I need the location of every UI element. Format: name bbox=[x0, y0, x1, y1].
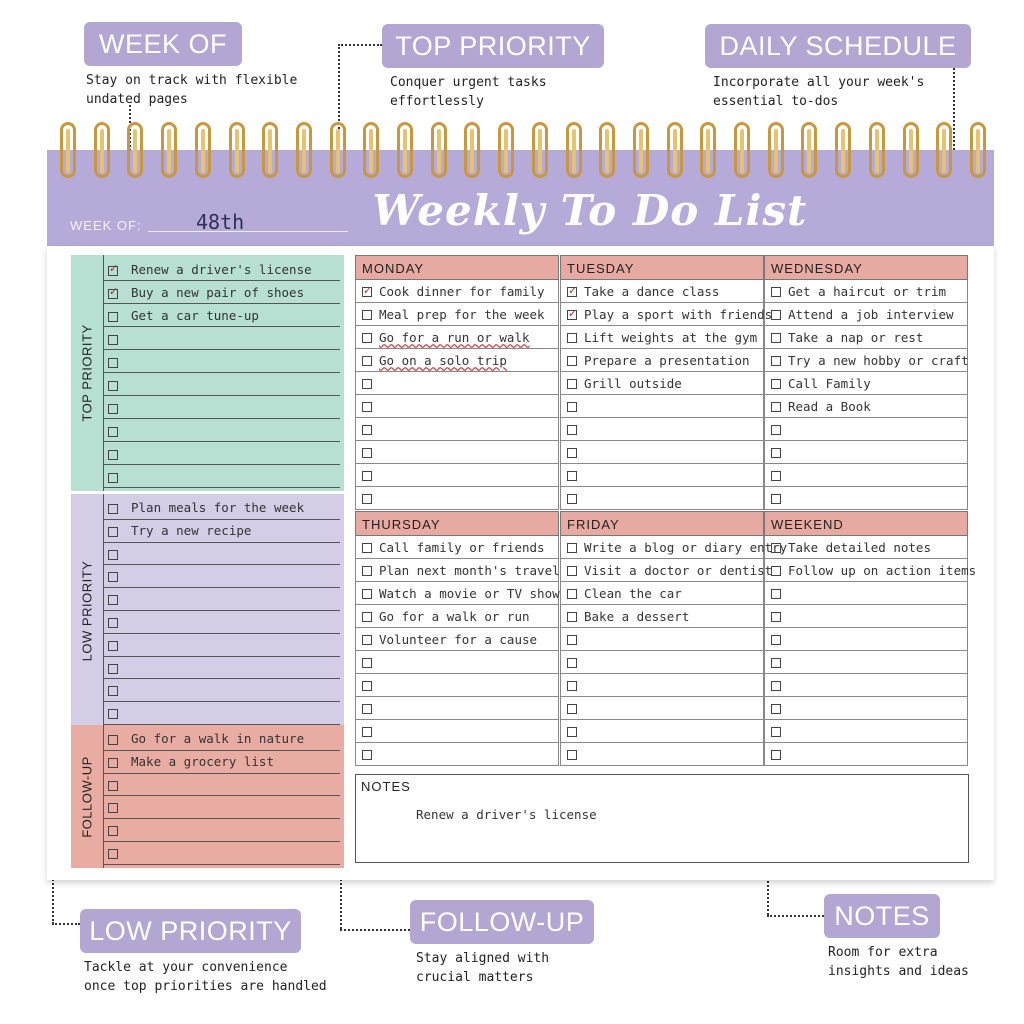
task-text[interactable]: Bake a dessert bbox=[584, 609, 690, 624]
task-row[interactable] bbox=[764, 674, 968, 697]
task-checkbox[interactable] bbox=[362, 589, 372, 599]
task-checkbox[interactable] bbox=[362, 494, 372, 504]
task-row[interactable] bbox=[104, 634, 340, 657]
task-row[interactable] bbox=[104, 679, 340, 702]
week-of-caption: Stay on track with flexible undated pages bbox=[86, 73, 298, 107]
spiral-ring bbox=[363, 122, 379, 178]
notes-caption: Room for extra insights and ideas bbox=[828, 945, 969, 979]
daily-schedule-caption: Incorporate all your week's essential to-dos bbox=[713, 75, 925, 109]
task-row[interactable] bbox=[355, 582, 559, 605]
spiral-ring bbox=[835, 122, 851, 178]
task-checkbox[interactable] bbox=[771, 543, 781, 553]
task-checkbox[interactable] bbox=[771, 727, 781, 737]
task-checkbox[interactable] bbox=[108, 849, 118, 859]
task-checkbox[interactable] bbox=[567, 379, 577, 389]
task-row[interactable] bbox=[104, 657, 340, 680]
task-text[interactable]: Watch a movie or TV show bbox=[379, 586, 560, 601]
task-checkbox[interactable] bbox=[108, 527, 118, 537]
task-checkbox[interactable] bbox=[567, 704, 577, 714]
task-text[interactable]: Renew a driver's license bbox=[131, 262, 312, 277]
task-text[interactable]: Plan next month's travel bbox=[379, 563, 560, 578]
task-row[interactable] bbox=[355, 441, 559, 464]
task-row[interactable] bbox=[560, 487, 764, 510]
task-row[interactable] bbox=[764, 280, 968, 303]
day-weekend bbox=[764, 511, 977, 766]
task-checkbox[interactable] bbox=[362, 612, 372, 622]
task-row[interactable] bbox=[560, 280, 764, 303]
task-row[interactable] bbox=[560, 464, 764, 487]
task-row[interactable] bbox=[764, 464, 968, 487]
task-text[interactable]: Play a sport with friends bbox=[584, 307, 773, 322]
task-row[interactable] bbox=[355, 487, 559, 510]
task-row[interactable] bbox=[764, 743, 968, 766]
spiral-ring bbox=[262, 122, 278, 178]
task-checkbox[interactable] bbox=[771, 402, 781, 412]
task-row[interactable] bbox=[355, 605, 559, 628]
low-priority-label bbox=[71, 494, 103, 728]
task-text[interactable]: Buy a new pair of shoes bbox=[131, 285, 305, 300]
task-row[interactable] bbox=[104, 543, 340, 566]
task-text[interactable]: Lift weights at the gym bbox=[584, 330, 758, 345]
low-priority-section bbox=[71, 494, 344, 728]
task-checkbox[interactable] bbox=[362, 566, 372, 576]
task-checkbox[interactable] bbox=[108, 641, 118, 651]
task-checkbox[interactable] bbox=[362, 448, 372, 458]
task-row[interactable] bbox=[104, 751, 340, 774]
task-text[interactable]: Take a nap or rest bbox=[788, 330, 924, 345]
follow-up-leader-h bbox=[340, 929, 410, 931]
task-checkbox[interactable] bbox=[108, 735, 118, 745]
task-checkbox[interactable] bbox=[362, 727, 372, 737]
top-priority-section bbox=[71, 255, 344, 491]
task-row[interactable] bbox=[104, 774, 340, 797]
top-priority-caption: Conquer urgent tasks effortlessly bbox=[390, 75, 547, 109]
day-header: MONDAY bbox=[355, 255, 559, 280]
task-text[interactable]: Take detailed notes bbox=[788, 540, 931, 555]
spiral-ring bbox=[431, 122, 447, 178]
task-checkbox[interactable] bbox=[108, 427, 118, 437]
week-of-value[interactable]: 48th bbox=[196, 210, 245, 234]
task-checkbox[interactable] bbox=[108, 595, 118, 605]
task-row[interactable] bbox=[764, 582, 968, 605]
task-row[interactable] bbox=[104, 728, 340, 751]
task-checkbox[interactable] bbox=[771, 287, 781, 297]
spiral-ring bbox=[397, 122, 413, 178]
task-checkbox[interactable] bbox=[771, 356, 781, 366]
spiral-ring bbox=[296, 122, 312, 178]
task-text[interactable]: Get a haircut or trim bbox=[788, 284, 947, 299]
task-checkbox[interactable] bbox=[362, 356, 372, 366]
task-row[interactable] bbox=[104, 796, 340, 819]
follow-up-section bbox=[71, 725, 344, 868]
task-row[interactable] bbox=[764, 536, 968, 559]
task-row[interactable] bbox=[764, 651, 968, 674]
task-checkbox[interactable] bbox=[567, 681, 577, 691]
task-row[interactable] bbox=[104, 396, 340, 419]
task-checkbox[interactable] bbox=[567, 356, 577, 366]
task-row[interactable] bbox=[104, 520, 340, 543]
spiral-binding bbox=[60, 122, 980, 184]
task-text[interactable]: Follow up on action items bbox=[788, 563, 977, 578]
task-checkbox[interactable] bbox=[567, 750, 577, 760]
task-checkbox[interactable] bbox=[108, 358, 118, 368]
task-row[interactable] bbox=[764, 487, 968, 510]
task-checkbox[interactable] bbox=[362, 379, 372, 389]
task-text[interactable]: Visit a doctor or dentist bbox=[584, 563, 773, 578]
spiral-ring bbox=[532, 122, 548, 178]
task-checkbox[interactable] bbox=[771, 750, 781, 760]
task-checkbox[interactable] bbox=[771, 612, 781, 622]
task-checkbox[interactable] bbox=[362, 658, 372, 668]
task-checkbox[interactable] bbox=[362, 333, 372, 343]
task-text[interactable]: Read a Book bbox=[788, 399, 871, 414]
spiral-ring bbox=[127, 122, 143, 178]
task-checkbox[interactable] bbox=[108, 404, 118, 414]
task-text[interactable]: Meal prep for the week bbox=[379, 307, 545, 322]
day-header: FRIDAY bbox=[560, 511, 764, 536]
day-header: TUESDAY bbox=[560, 255, 764, 280]
spiral-ring bbox=[566, 122, 582, 178]
task-checkbox[interactable] bbox=[567, 494, 577, 504]
checkmark-icon: ✓ bbox=[109, 262, 119, 275]
task-row[interactable] bbox=[560, 349, 764, 372]
spiral-ring bbox=[801, 122, 817, 178]
task-row[interactable] bbox=[764, 628, 968, 651]
task-checkbox[interactable] bbox=[108, 664, 118, 674]
task-checkbox[interactable] bbox=[567, 566, 577, 576]
task-row[interactable] bbox=[355, 395, 559, 418]
task-row[interactable] bbox=[764, 349, 968, 372]
spiral-ring bbox=[195, 122, 211, 178]
task-checkbox[interactable] bbox=[362, 681, 372, 691]
spiral-ring bbox=[869, 122, 885, 178]
top-priority-leader-h bbox=[338, 44, 382, 46]
task-text[interactable]: Plan meals for the week bbox=[131, 500, 305, 515]
task-checkbox[interactable] bbox=[567, 727, 577, 737]
task-checkbox[interactable] bbox=[771, 704, 781, 714]
spiral-ring bbox=[633, 122, 649, 178]
day-header: WEEKEND bbox=[764, 511, 968, 536]
task-text[interactable]: Go for a run or walk bbox=[379, 330, 530, 345]
task-row[interactable] bbox=[764, 559, 977, 582]
task-checkbox[interactable] bbox=[108, 572, 118, 582]
task-checkbox[interactable] bbox=[108, 381, 118, 391]
task-checkbox[interactable] bbox=[362, 425, 372, 435]
spiral-ring bbox=[60, 122, 76, 178]
task-checkbox[interactable] bbox=[108, 550, 118, 560]
task-checkbox[interactable] bbox=[771, 566, 781, 576]
task-row[interactable] bbox=[104, 565, 340, 588]
task-text[interactable]: Clean the car bbox=[584, 586, 682, 601]
task-row[interactable] bbox=[355, 326, 559, 349]
task-checkbox[interactable] bbox=[108, 709, 118, 719]
notes-box[interactable] bbox=[355, 774, 969, 863]
task-checkbox[interactable] bbox=[108, 335, 118, 345]
task-text[interactable]: Try a new recipe bbox=[131, 522, 252, 538]
top-priority-rows bbox=[104, 258, 340, 488]
task-checkbox[interactable] bbox=[567, 471, 577, 481]
task-row[interactable] bbox=[560, 303, 773, 326]
task-checkbox[interactable] bbox=[108, 504, 118, 514]
follow-up-caption: Stay aligned with crucial matters bbox=[416, 951, 550, 985]
task-row[interactable] bbox=[560, 326, 764, 349]
task-row[interactable] bbox=[104, 702, 340, 725]
task-row[interactable] bbox=[560, 441, 764, 464]
task-checkbox[interactable] bbox=[771, 658, 781, 668]
task-row[interactable] bbox=[355, 720, 559, 743]
week-of-badge: WEEK OF bbox=[84, 22, 242, 66]
task-checkbox[interactable] bbox=[567, 543, 577, 553]
task-checkbox[interactable] bbox=[771, 681, 781, 691]
top-priority-label-text: TOP PRIORITY bbox=[79, 324, 95, 422]
task-checkbox[interactable] bbox=[771, 333, 781, 343]
task-row[interactable] bbox=[355, 372, 559, 395]
spiral-ring bbox=[970, 122, 986, 178]
task-row[interactable] bbox=[560, 605, 764, 628]
task-checkbox[interactable] bbox=[567, 658, 577, 668]
task-text[interactable]: Call Family bbox=[788, 376, 871, 391]
task-checkbox[interactable] bbox=[771, 379, 781, 389]
task-row[interactable] bbox=[355, 303, 559, 326]
low-priority-label-text: LOW PRIORITY bbox=[79, 560, 95, 662]
task-row[interactable] bbox=[560, 651, 764, 674]
day-wednesday bbox=[764, 255, 968, 510]
task-checkbox[interactable] bbox=[771, 589, 781, 599]
task-row[interactable] bbox=[560, 743, 764, 766]
low-priority-leader-h2 bbox=[52, 923, 80, 925]
week-of-label: WEEK OF: bbox=[70, 218, 142, 233]
task-checkbox[interactable] bbox=[567, 333, 577, 343]
task-row[interactable] bbox=[764, 372, 968, 395]
low-priority-rows bbox=[104, 497, 340, 725]
task-row[interactable] bbox=[355, 743, 559, 766]
task-checkbox[interactable] bbox=[362, 704, 372, 714]
task-row[interactable] bbox=[355, 464, 559, 487]
task-checkbox[interactable] bbox=[771, 494, 781, 504]
task-checkbox[interactable] bbox=[771, 425, 781, 435]
task-checkbox[interactable] bbox=[567, 635, 577, 645]
day-header: THURSDAY bbox=[355, 511, 559, 536]
task-row[interactable] bbox=[764, 303, 968, 326]
task-row[interactable] bbox=[560, 372, 764, 395]
task-checkbox[interactable] bbox=[108, 450, 118, 460]
task-text[interactable]: Prepare a presentation bbox=[584, 353, 750, 368]
task-checkbox[interactable] bbox=[108, 758, 118, 768]
task-text[interactable]: Volunteer for a cause bbox=[379, 632, 538, 647]
spiral-ring bbox=[903, 122, 919, 178]
task-row[interactable] bbox=[104, 442, 340, 465]
task-row[interactable] bbox=[764, 605, 968, 628]
task-checkbox[interactable] bbox=[362, 471, 372, 481]
task-row[interactable] bbox=[560, 720, 764, 743]
spiral-ring bbox=[94, 122, 110, 178]
task-checkbox[interactable] bbox=[108, 312, 118, 322]
spiral-ring bbox=[330, 122, 346, 178]
task-checkbox[interactable] bbox=[362, 635, 372, 645]
task-checkbox[interactable] bbox=[567, 612, 577, 622]
checkmark-icon: ✓ bbox=[568, 307, 578, 320]
task-text[interactable]: Grill outside bbox=[584, 376, 682, 391]
task-row[interactable] bbox=[560, 395, 764, 418]
task-row[interactable] bbox=[104, 281, 340, 304]
task-row[interactable] bbox=[764, 418, 968, 441]
task-row[interactable] bbox=[104, 842, 340, 865]
task-row[interactable] bbox=[560, 697, 764, 720]
task-checkbox[interactable] bbox=[108, 686, 118, 696]
task-row[interactable] bbox=[104, 304, 340, 327]
task-checkbox[interactable] bbox=[771, 635, 781, 645]
day-header: WEDNESDAY bbox=[764, 255, 968, 280]
notes-badge: NOTES bbox=[824, 894, 940, 938]
low-priority-badge: LOW PRIORITY bbox=[80, 909, 301, 953]
task-row[interactable] bbox=[764, 326, 968, 349]
task-row[interactable] bbox=[104, 373, 340, 396]
task-row[interactable] bbox=[104, 419, 340, 442]
task-checkbox[interactable] bbox=[108, 803, 118, 813]
task-text[interactable]: Call family or friends bbox=[379, 540, 545, 555]
task-row[interactable] bbox=[355, 418, 559, 441]
task-text[interactable]: Take a dance class bbox=[584, 284, 720, 299]
task-row[interactable] bbox=[104, 819, 340, 842]
spiral-ring bbox=[700, 122, 716, 178]
task-row[interactable] bbox=[560, 628, 764, 651]
task-row[interactable] bbox=[104, 258, 340, 281]
task-row[interactable] bbox=[355, 628, 559, 651]
spiral-ring bbox=[667, 122, 683, 178]
task-row[interactable] bbox=[560, 582, 764, 605]
daily-schedule-badge: DAILY SCHEDULE bbox=[705, 24, 971, 68]
task-text[interactable]: Make a grocery list bbox=[131, 753, 274, 769]
task-checkbox[interactable] bbox=[567, 425, 577, 435]
task-checkbox[interactable] bbox=[362, 310, 372, 320]
task-text[interactable]: Cook dinner for family bbox=[379, 284, 545, 299]
task-row[interactable] bbox=[560, 674, 764, 697]
spiral-ring bbox=[768, 122, 784, 178]
task-row[interactable] bbox=[764, 720, 968, 743]
task-checkbox[interactable] bbox=[108, 618, 118, 628]
task-checkbox[interactable] bbox=[108, 473, 118, 483]
task-checkbox[interactable] bbox=[362, 543, 372, 553]
spiral-ring bbox=[734, 122, 750, 178]
checkmark-icon: ✓ bbox=[363, 284, 373, 297]
checkmark-icon: ✓ bbox=[568, 284, 578, 297]
task-checkbox[interactable] bbox=[771, 448, 781, 458]
task-row[interactable] bbox=[104, 611, 340, 634]
day-friday bbox=[560, 511, 788, 766]
task-row[interactable] bbox=[764, 697, 968, 720]
task-checkbox[interactable] bbox=[362, 402, 372, 412]
task-checkbox[interactable] bbox=[567, 402, 577, 412]
notes-text[interactable]: Renew a driver's license bbox=[416, 807, 597, 822]
spiral-ring bbox=[229, 122, 245, 178]
week-of-line bbox=[148, 231, 348, 232]
day-thursday bbox=[355, 511, 559, 766]
task-checkbox[interactable] bbox=[771, 310, 781, 320]
task-text[interactable]: Write a blog or diary entry bbox=[584, 540, 788, 555]
day-tuesday bbox=[560, 255, 773, 510]
notes-leader-h bbox=[767, 915, 824, 917]
spiral-ring bbox=[498, 122, 514, 178]
task-text[interactable]: Try a new hobby or craft bbox=[788, 353, 969, 368]
top-priority-badge: TOP PRIORITY bbox=[382, 24, 604, 68]
task-row[interactable] bbox=[355, 559, 559, 582]
task-text[interactable]: Go for a walk or run bbox=[379, 609, 530, 624]
task-row[interactable] bbox=[104, 327, 340, 350]
task-text[interactable]: Get a car tune-up bbox=[131, 308, 259, 323]
checkmark-icon: ✓ bbox=[109, 285, 119, 298]
spiral-ring bbox=[161, 122, 177, 178]
top-priority-label bbox=[71, 255, 103, 491]
low-priority-caption: Tackle at your convenience once top priorities are handled bbox=[84, 960, 327, 994]
task-row[interactable] bbox=[355, 280, 559, 303]
spiral-ring bbox=[599, 122, 615, 178]
notes-label: NOTES bbox=[361, 779, 411, 794]
task-checkbox[interactable] bbox=[771, 471, 781, 481]
task-row[interactable] bbox=[104, 497, 340, 520]
task-row[interactable] bbox=[560, 559, 773, 582]
task-checkbox[interactable] bbox=[108, 781, 118, 791]
task-row[interactable] bbox=[355, 536, 559, 559]
task-checkbox[interactable] bbox=[108, 826, 118, 836]
task-text[interactable]: Go on a solo trip bbox=[379, 353, 507, 368]
task-row[interactable] bbox=[355, 349, 559, 372]
task-row[interactable] bbox=[104, 350, 340, 373]
task-text[interactable]: Attend a job interview bbox=[788, 307, 954, 322]
task-row[interactable] bbox=[560, 418, 764, 441]
task-row[interactable] bbox=[104, 465, 340, 488]
planner-title: Weekly To Do List bbox=[372, 186, 808, 235]
task-checkbox[interactable] bbox=[362, 750, 372, 760]
follow-up-label bbox=[71, 725, 103, 868]
spiral-ring bbox=[464, 122, 480, 178]
task-row[interactable] bbox=[764, 441, 968, 464]
task-row[interactable] bbox=[355, 674, 559, 697]
task-row[interactable] bbox=[560, 536, 788, 559]
follow-up-label-text: FOLLOW-UP bbox=[79, 755, 95, 838]
task-row[interactable] bbox=[104, 588, 340, 611]
follow-up-badge: FOLLOW-UP bbox=[410, 900, 594, 944]
follow-up-rows bbox=[104, 728, 340, 865]
task-row[interactable] bbox=[355, 697, 559, 720]
spiral-ring bbox=[936, 122, 952, 178]
day-monday bbox=[355, 255, 559, 510]
task-row[interactable] bbox=[355, 651, 559, 674]
task-checkbox[interactable] bbox=[567, 448, 577, 458]
task-text[interactable]: Go for a walk in nature bbox=[131, 731, 305, 746]
task-checkbox[interactable] bbox=[567, 589, 577, 599]
task-row[interactable] bbox=[764, 395, 968, 418]
